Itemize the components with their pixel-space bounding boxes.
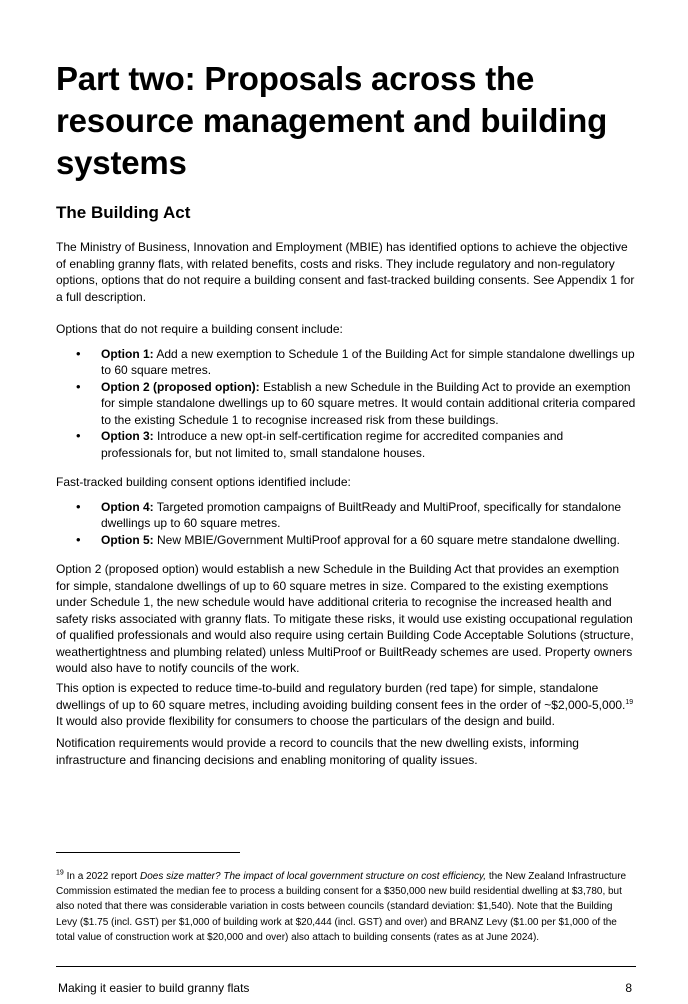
fast-track-lead: Fast-tracked building consent options identified include:: [56, 475, 351, 489]
no-consent-lead: Options that do not require a building consent include:: [56, 322, 343, 336]
intro-paragraph: The Ministry of Business, Innovation and Employment (MBIE) has identified options to achieve the objective of enabling granny flats, with related benefits, costs and risks. They include regulatory and non-regulatory options, options that do not require a building consent and fast-tracked building consents. See Appendix 1 for a full description.: [56, 240, 635, 304]
list-item: • Option 5: New MBIE/Government MultiProof approval for a 60 square metre standalone dwelling.: [56, 532, 636, 549]
footnote-divider: [56, 852, 240, 853]
fast-track-section: [56, 474, 636, 548]
expected-paragraph: This option is expected to reduce time-to-build and regulatory burden (red tape) for simple, standalone dwellings of up to 60 square metres, including avoiding building consent fees in the order of ~$2,000-5,000.19 It would also provide flexibility for consumers to choose the particulars of the design and build.: [56, 681, 634, 728]
list-item: • Option 1: Add a new exemption to Schedule 1 of the Building Act for simple standalone dwellings up to 60 square metres.: [56, 346, 636, 379]
list-item: • Option 4: Targeted promotion campaigns of BuiltReady and MultiProof, specifically for standalone dwellings up to 60 square metres.: [56, 499, 636, 532]
no-consent-list: [56, 346, 636, 462]
list-item: • Option 2 (proposed option): Establish a new Schedule in the Building Act to provide an exemption for simple standalone dwellings up to 60 square metres. It would contain additional criteria compared to the existing Schedule 1 to recognise increased risk from these buildings.: [56, 379, 636, 429]
no-consent-section: [56, 321, 636, 461]
footnote: $^{19}$ In a 2022 report Does size matter? The impact of local government structure on cost efficiency, the New Zealand Infrastructure Commission estimated the median fee to process a building consent for a $350,000 new build residential dwelling at $3,780, but also noted that there was considerable variation in costs between councils (standard deviation: $1,540). Note that the Building Levy ($1.75 (incl. GST) per $1,000 of building work at $20,444 (incl. GST) and over) and BRANZ Levy ($1.00 per $1,000 of the total value of construction work at $20,000 and over) also attach to building consents (rates as at June 2024).: [56, 869, 627, 943]
page-title: Part two: Proposals across the resource management and building systems: [56, 60, 608, 181]
page-number: 8: [625, 981, 632, 995]
section-heading: The Building Act: [56, 203, 191, 222]
footer-divider: [56, 966, 636, 967]
fast-track-list: [56, 499, 636, 549]
footer-title: Making it easier to build granny flats: [58, 981, 250, 995]
footnote-reference[interactable]: 19: [625, 698, 634, 706]
list-item: • Option 3: Introduce a new opt-in self-certification regime for accredited companies and professionals for, but not limited to, small standalone houses.: [56, 428, 636, 461]
notification-paragraph: Notification requirements would provide a record to councils that the new dwelling exists, informing infrastructure and financing decisions and enabling monitoring of quality issues.: [56, 736, 579, 767]
option2-paragraph: Option 2 (proposed option) would establish a new Schedule in the Building Act that provides an exemption for simple, standalone dwellings of up to 60 square metres in size. Compared to the existing exemptions under Schedule 1, the new schedule would have additional criteria to recognise the increased health and safety risks associated with granny flats. To mitigate these risks, it would use existing occupational regulation of qualified professionals and would also require using certain Building Code Acceptable Solutions (structure, weathertightness and plumbing related) unless MultiProof or BuiltReady schemes are used. Property owners would also have to notify councils of the work.: [56, 562, 634, 675]
